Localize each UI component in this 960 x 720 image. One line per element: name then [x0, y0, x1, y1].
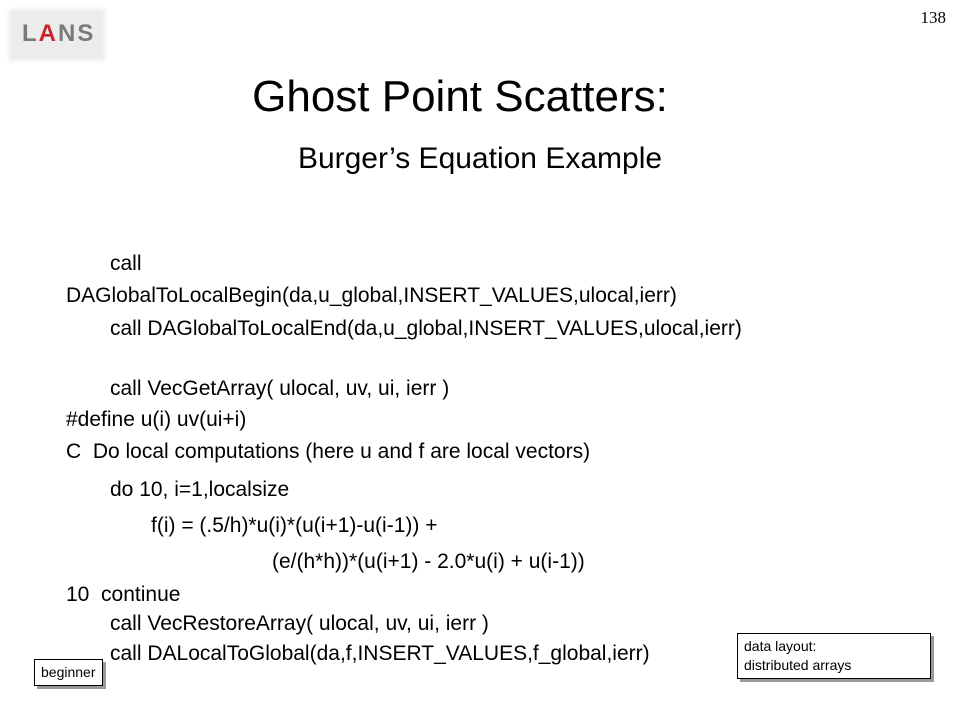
slide-subtitle: Burger’s Equation Example [297, 142, 663, 175]
code-line: (e/(h*h))*(u(i+1) - 2.0*u(i) + u(i-1)) [272, 550, 585, 573]
level-tag [34, 659, 103, 686]
code-line: C Do local computations (here u and f are local vectors) [66, 440, 591, 463]
logo-letter-a: A [38, 20, 59, 47]
logo-letter-s: S [77, 20, 96, 47]
logo-letter-n: N [58, 20, 78, 47]
code-line: #define u(i) uv(ui+i) [66, 408, 247, 431]
code-line: call VecGetArray( ulocal, uv, ui, ierr ) [110, 377, 450, 400]
code-line: call DAGlobalToLocalEnd(da,u_global,INSERT_VALUES,ulocal,ierr) [110, 317, 742, 340]
code-line: call DALocalToGlobal(da,f,INSERT_VALUES,f_global,ierr) [110, 642, 650, 665]
code-line: DAGlobalToLocalBegin(da,u_global,INSERT_VALUES,ulocal,ierr) [66, 284, 677, 307]
page-number: 138 [920, 8, 946, 27]
topic-tag-line: data layout: [744, 638, 817, 654]
level-tag-label: beginner [41, 664, 96, 680]
code-line: 10 continue [66, 583, 181, 606]
slide-title: Ghost Point Scatters: [252, 72, 668, 121]
logo-letter-l: L [22, 20, 39, 47]
code-line: do 10, i=1,localsize [110, 478, 290, 501]
code-line: f(i) = (.5/h)*u(i)*(u(i+1)-u(i-1)) + [151, 514, 438, 537]
code-line: call [110, 252, 142, 275]
topic-tag [737, 633, 931, 679]
topic-tag-line: distributed arrays [744, 656, 852, 673]
code-line: call VecRestoreArray( ulocal, uv, ui, ierr ) [110, 612, 489, 635]
